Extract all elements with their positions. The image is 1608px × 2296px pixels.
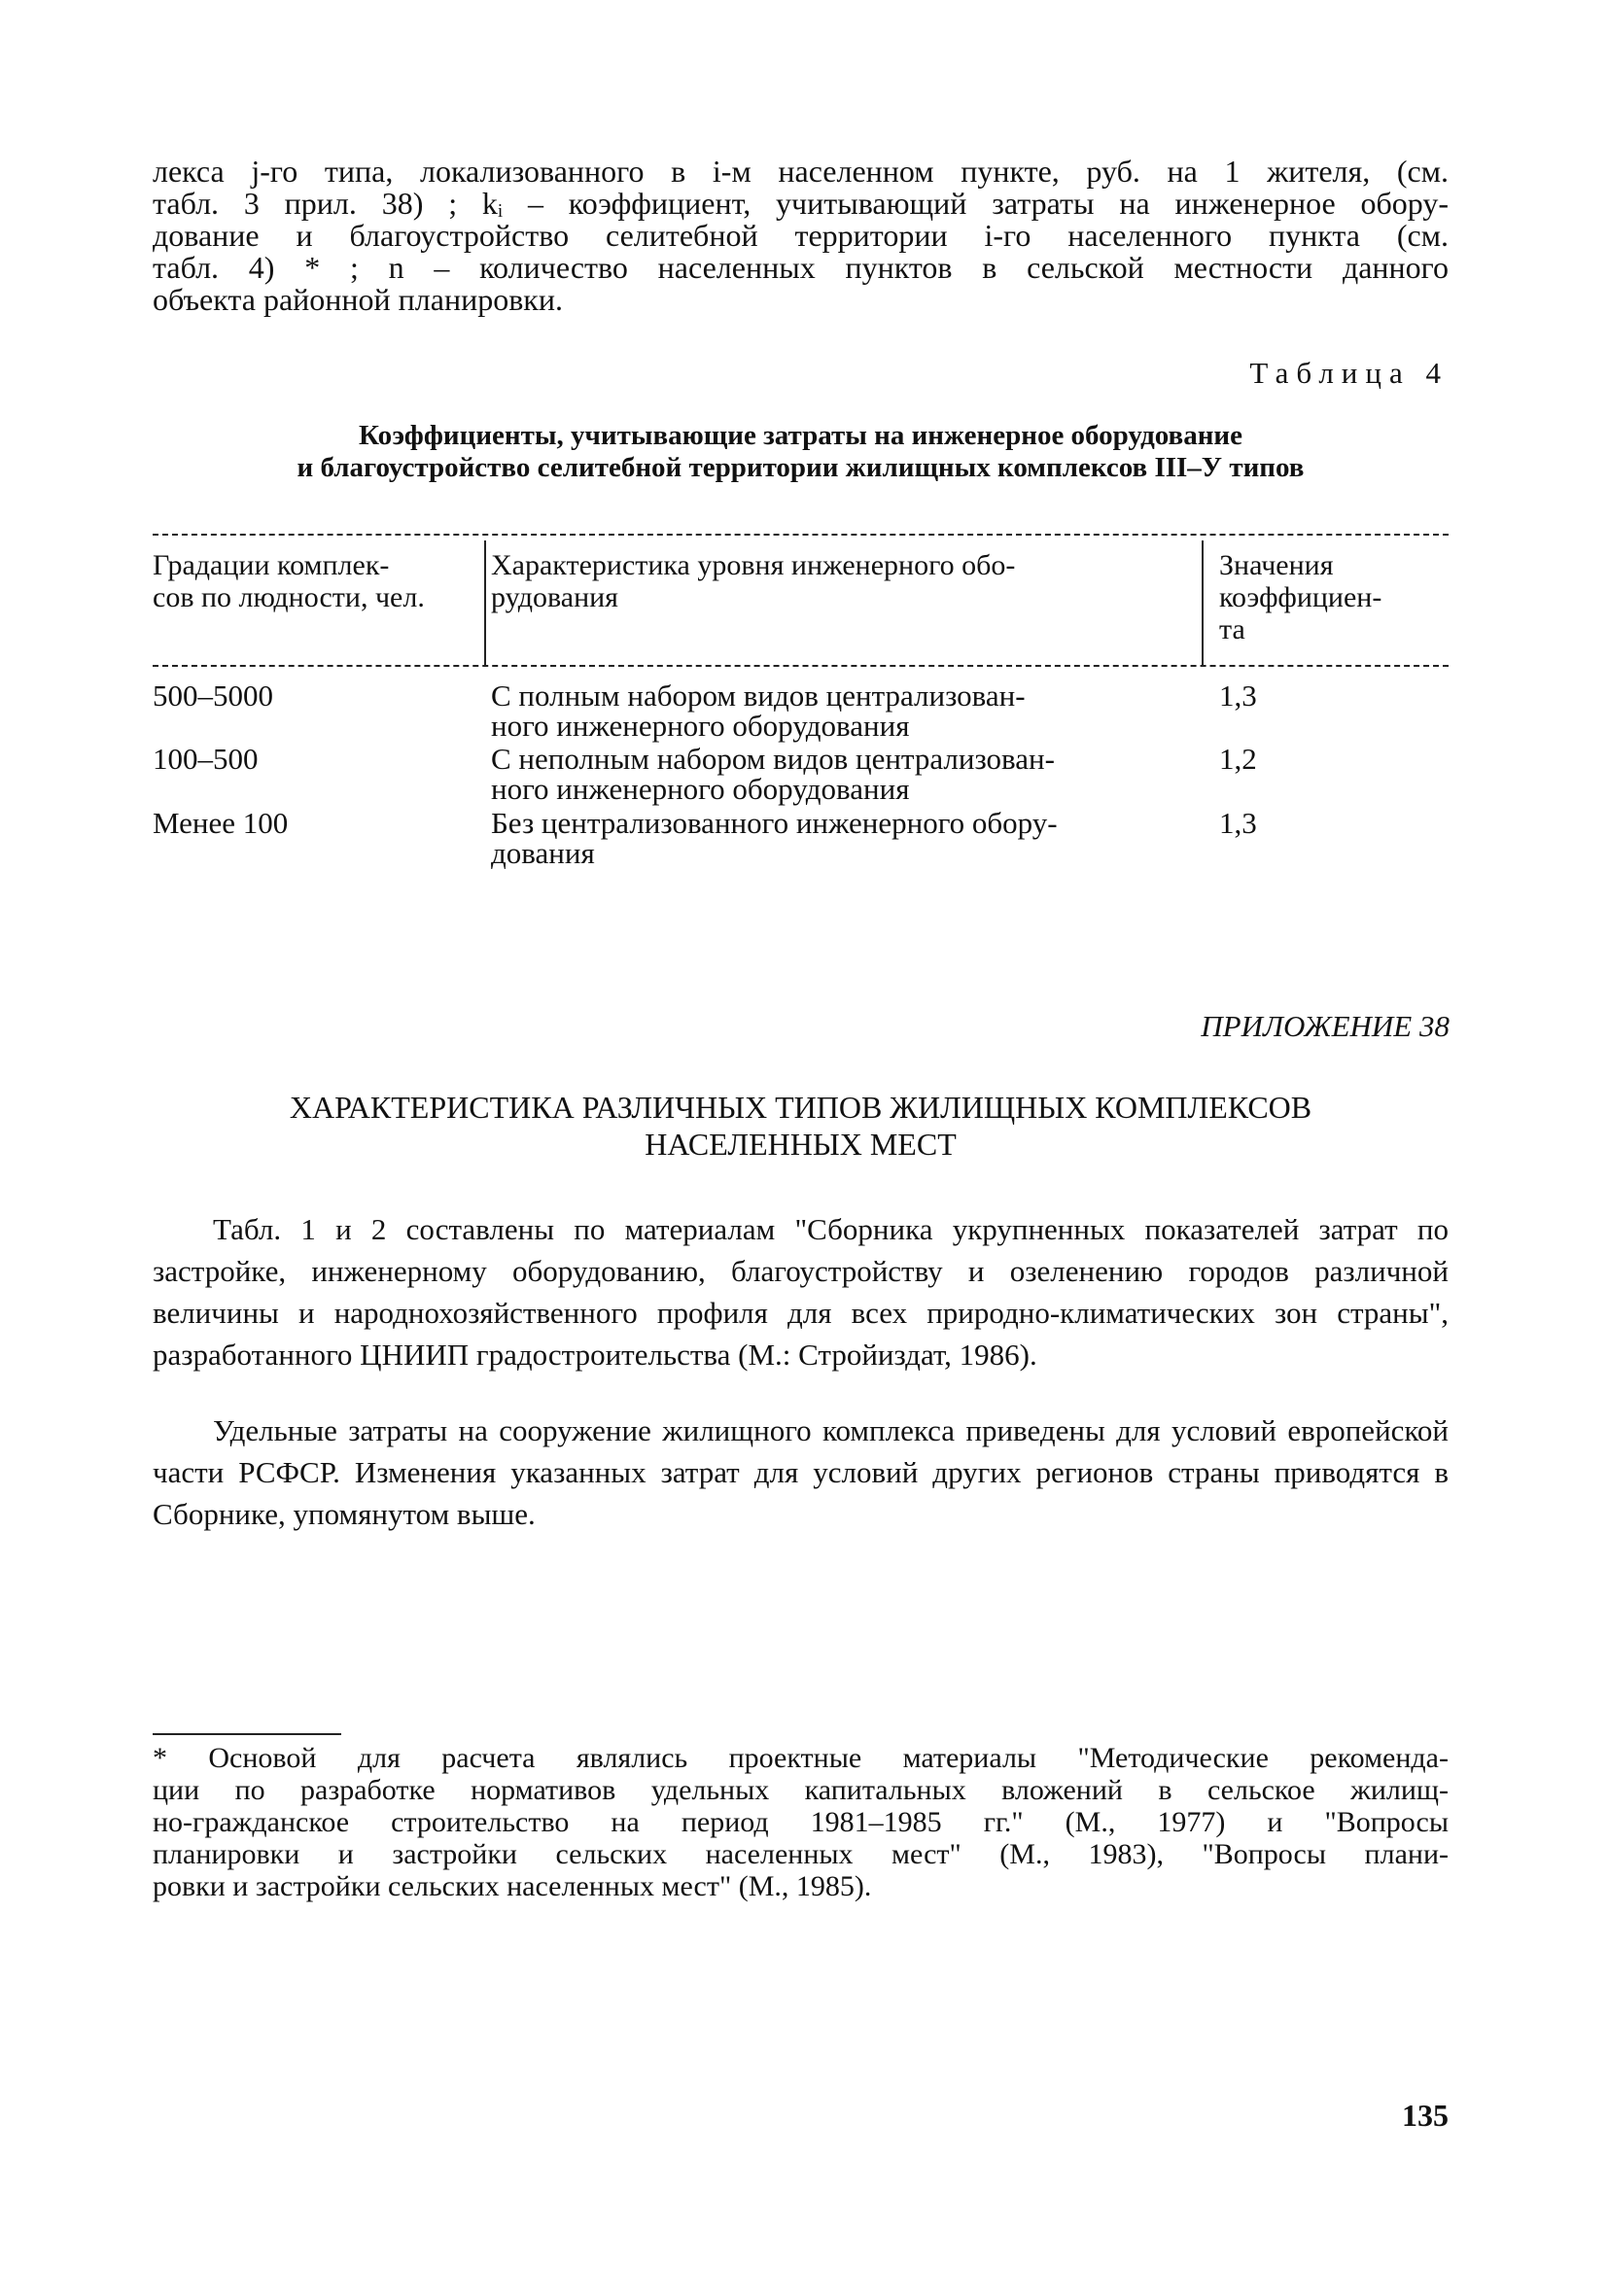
table-row-value: 1,3 [1219, 678, 1257, 713]
header-text: та [1219, 613, 1245, 645]
appendix-paragraph: Удельные затраты на сооружение жилищного комплекса приведены для условий европейской части РСФСР. Изменения указанных затрат для условий других регионов страны приводятся в Сборнике, упомянутом выше. [153, 1413, 1449, 1531]
header-text: рудования [491, 581, 618, 613]
footnote-rule [153, 1733, 341, 1735]
description-line: ного инженерного оборудования [491, 709, 910, 743]
description-line: ного инженерного оборудования [491, 772, 910, 806]
table-row-description [491, 680, 1191, 741]
intro-line: дование и благоустройство селитебной территории i-го населенного пункта (см. [153, 218, 1449, 253]
description-line: дования [491, 836, 595, 870]
header-characteristic [491, 549, 1191, 613]
header-text: Значения [1219, 549, 1334, 581]
page-number: 135 [1402, 2098, 1449, 2133]
intro-line: лекса j-го типа, локализованного в i-м населенном пункте, руб. на 1 жителя, (см. [153, 154, 1449, 189]
table-row-range: 100–500 [153, 742, 259, 776]
table-row-description [491, 744, 1191, 804]
appendix-paragraph: Табл. 1 и 2 составлены по материалам "Сборника укрупненных показателей затрат по застройке, инженерному оборудованию, благоустройству и озеленению городов различной величины и народнохозяйственного профиля для всех природно-климатических зон страны", разработанного ЦНИИП градостроительства (М.: Стройиздат, 1986). [153, 1212, 1449, 1372]
footnote-line: но-гражданское строительство на период 1981–1985 гг." (М., 1977) и "Вопросы [153, 1806, 1449, 1838]
footnote-line: ровки и застройки сельских населенных мест" (М., 1985). [153, 1870, 872, 1902]
footnote-line: планировки и застройки сельских населенных мест" (М., 1983), "Вопросы плани- [153, 1838, 1449, 1870]
table-label: Таблица 4 [1249, 356, 1449, 390]
table-title-line: и благоустройство селитебной территории жилищных комплексов III–У типов [297, 452, 1305, 483]
description-line: С полным набором видов централизован- [491, 678, 1026, 713]
column-divider [484, 540, 486, 665]
description-line: С неполным набором видов централизован- [491, 742, 1055, 776]
table-row-range: 500–5000 [153, 678, 273, 713]
header-text: коэффициен- [1219, 581, 1382, 613]
footnote-line: * Основой для расчета являлись проектные материалы "Методические рекоменда- [153, 1742, 1449, 1774]
header-values [1219, 549, 1449, 645]
appendix-label: ПРИЛОЖЕНИЕ 38 [1201, 1009, 1450, 1043]
table-row-range: Менее 100 [153, 806, 289, 840]
table-row-description [491, 808, 1191, 868]
header-text: Характеристика уровня инженерного обо- [491, 549, 1016, 581]
header-gradations [153, 549, 478, 613]
table-row-value: 1,2 [1219, 742, 1257, 776]
appendix-title [153, 1089, 1449, 1163]
intro-line: табл. 3 прил. 38) ; kᵢ – коэффициент, учитывающий затраты на инженерное обору- [153, 186, 1449, 221]
description-line: Без централизованного инженерного обору- [491, 806, 1058, 840]
appendix-title-line: НАСЕЛЕННЫХ МЕСТ [645, 1127, 957, 1162]
header-text: Градации комплек- [153, 549, 390, 581]
column-divider [1202, 540, 1204, 665]
intro-paragraph [153, 156, 1449, 316]
table-title [153, 420, 1449, 484]
header-text: сов по людности, чел. [153, 581, 425, 613]
table-title-line: Коэффициенты, учитывающие затраты на инженерное оборудование [359, 420, 1242, 451]
intro-line: табл. 4) * ; n – количество населенных пунктов в сельской местности данного [153, 250, 1449, 285]
appendix-title-line: ХАРАКТЕРИСТИКА РАЗЛИЧНЫХ ТИПОВ ЖИЛИЩНЫХ КОМПЛЕКСОВ [289, 1090, 1312, 1125]
table-header-rule [153, 665, 1449, 667]
intro-line: объекта районной планировки. [153, 282, 563, 317]
table-row-value: 1,3 [1219, 806, 1257, 840]
footnote-line: ции по разработке нормативов удельных капитальных вложений в сельское жилищ- [153, 1774, 1449, 1806]
footnote [153, 1742, 1449, 1902]
table-top-rule [153, 534, 1449, 536]
